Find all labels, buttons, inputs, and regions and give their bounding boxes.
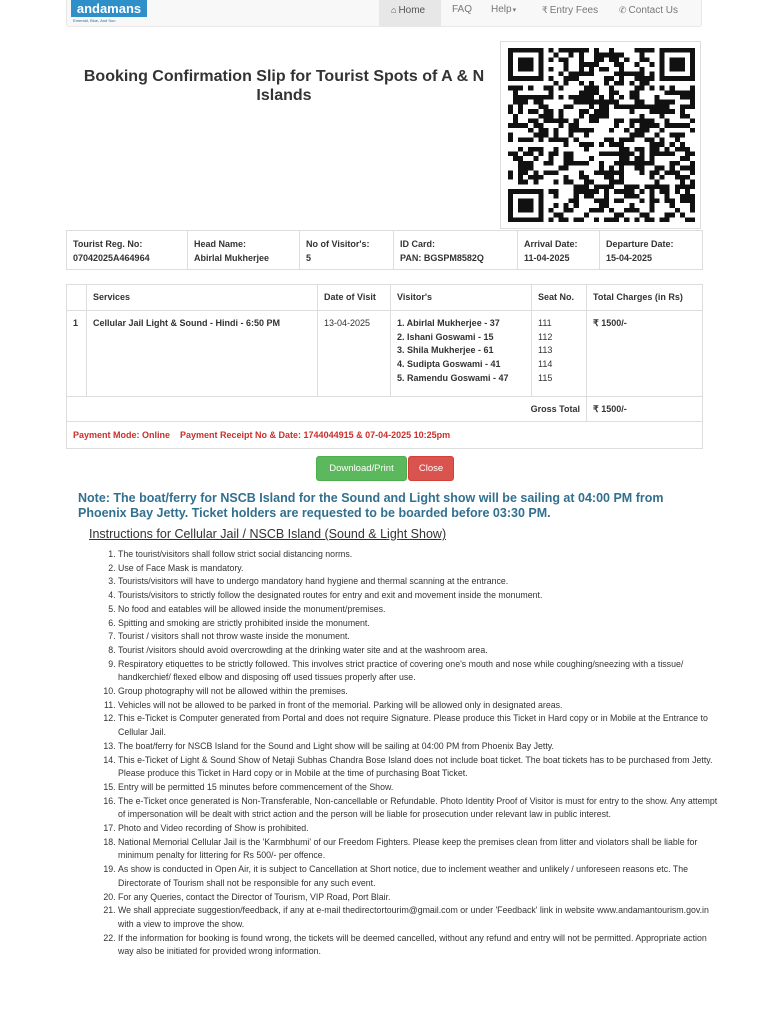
- instruction-item: 14. This e-Ticket of Light & Sound Show of Netaji Subhas Chandra Bose Island does not include boat ticket. The boat tickets has to be purchased from Jetty. Please produce this Ticket in Hard copy or in Mobile at the time of purchasing Boat Ticket.: [118, 754, 718, 781]
- phone-icon: ✆: [619, 5, 627, 15]
- col-header-charges: Total Charges (in Rs): [587, 285, 703, 311]
- instruction-item: 20. For any Queries, contact the Director of Tourism, VIP Road, Port Blair.: [118, 891, 718, 905]
- nav-home-label: Home: [398, 5, 426, 16]
- instruction-item: 6. Spitting and smoking are strictly prohibited inside the monument.: [118, 617, 718, 631]
- row-date: 13-04-2025: [318, 311, 391, 397]
- qr-code-panel: [500, 41, 701, 229]
- seat-item: 112: [538, 331, 553, 342]
- nav-contact-us-label: Contact Us: [628, 5, 679, 16]
- instruction-item: 11. Vehicles will not be allowed to be parked in front of the memorial. Parking will be allowed only in designated areas.: [118, 699, 718, 713]
- nav-entry-fees-label: Entry Fees: [549, 5, 599, 16]
- col-header-visitors: Visitor's: [391, 285, 532, 311]
- nav-faq-label: FAQ: [452, 4, 473, 15]
- instruction-item: 2. Use of Face Mask is mandatory.: [118, 562, 718, 576]
- id-card-label: ID Card:: [400, 239, 436, 249]
- gross-total-row: [67, 397, 703, 422]
- logo-tagline: Emerald, Blue, And Sun: [73, 18, 116, 23]
- instruction-item: 3. Tourists/visitors will have to undergo mandatory hand hygiene and thermal scanning at the entrance.: [118, 575, 718, 589]
- reg-no-cell: [67, 231, 188, 270]
- seat-item: 111: [538, 318, 552, 328]
- head-name-label: Head Name:: [194, 239, 247, 249]
- instruction-item: 4. Tourists/visitors to strictly follow the designated routes for entry and exit and movement inside the monument.: [118, 589, 718, 603]
- instruction-item: 22. If the information for booking is found wrong, the tickets will be deemed cancelled, without any refund and entry will not be permitted. Appropriate action way also be initiated for provided wrong information.: [118, 932, 718, 959]
- arrival-date-cell: [518, 231, 600, 270]
- visitor-item: 4. Sudipta Goswami - 41: [397, 359, 501, 370]
- visitor-item: 1. Abirlal Mukherjee - 37: [397, 318, 500, 328]
- gross-total-label: Gross Total: [67, 397, 587, 422]
- download-print-button[interactable]: Download/Print: [316, 456, 407, 481]
- row-visitors: [391, 311, 532, 397]
- nav-help[interactable]: [491, 0, 516, 26]
- departure-date-cell: [600, 231, 703, 270]
- instruction-item: 21. We shall appreciate suggestion/feedback, if any at e-mail thedirectortourim@gmail.com or under 'Feedback' link in website www.andamantourism.gov.in with a view to improve the show.: [118, 904, 718, 931]
- nav-faq[interactable]: [452, 0, 472, 26]
- seat-item: 113: [538, 345, 553, 356]
- id-card-cell: [394, 231, 518, 270]
- departure-date-label: Departure Date:: [606, 239, 674, 249]
- nav-entry-fees[interactable]: [542, 0, 598, 26]
- gross-total-value: ₹ 1500/-: [587, 397, 703, 422]
- col-header-date: Date of Visit: [318, 285, 391, 311]
- home-icon: ⌂: [391, 5, 397, 15]
- booking-info-table: [66, 230, 703, 270]
- col-header-seat: Seat No.: [532, 285, 587, 311]
- page-title: Booking Confirmation Slip for Tourist Spots of A & N Islands: [83, 68, 485, 104]
- nav-home[interactable]: [379, 0, 441, 26]
- instruction-item: 19. As show is conducted in Open Air, it is subject to Cancellation at Short notice, due to inclement weather and unlikely / unforeseen reasons etc. The Directorate of Tourism shall not be responsible for any such event.: [118, 863, 718, 890]
- instruction-item: 1. The tourist/visitors shall follow strict social distancing norms.: [118, 548, 718, 562]
- reg-no-label: Tourist Reg. No:: [73, 239, 143, 249]
- seat-item: 115: [538, 372, 553, 383]
- instruction-item: 13. The boat/ferry for NSCB Island for the Sound and Light show will be sailing at 04:00 PM from Phoenix Bay Jetty.: [118, 740, 718, 754]
- table-row: [67, 311, 703, 397]
- row-charges: ₹ 1500/-: [587, 311, 703, 397]
- col-header-num: [67, 285, 87, 311]
- instruction-item: 15. Entry will be permitted 15 minutes before commencement of the Show.: [118, 781, 718, 795]
- instruction-item: 8. Tourist /visitors should avoid overcrowding at the drinking water site and at the washroom area.: [118, 644, 718, 658]
- nav-contact-us[interactable]: [619, 0, 678, 26]
- payment-row: [67, 422, 703, 449]
- instruction-item: 12. This e-Ticket is Computer generated from Portal and does not require Signature. Please produce this Ticket in Hard copy or in Mobile at the Entrance to Cellular Jail.: [118, 712, 718, 739]
- payment-info-text: Payment Mode: Online Payment Receipt No & Date: 1744044915 & 07-04-2025 10:25pm: [73, 430, 451, 440]
- instructions-title: Instructions for Cellular Jail / NSCB Island (Sound & Light Show): [89, 527, 447, 541]
- instruction-item: 10. Group photography will not be allowed within the premises.: [118, 685, 718, 699]
- visitor-count-value: 5: [306, 253, 312, 263]
- departure-date-value: 15-04-2025: [606, 253, 653, 263]
- caret-down-icon: ▾: [512, 7, 517, 14]
- instruction-item: 16. The e-Ticket once generated is Non-Transferable, Non-cancellable or Refundable. Photo Identity Proof of Visitor is must for entry to the show. Any attempt of impersonation will be dealt with strict action and the person will be liable for prosecution under relevant law in public interest.: [118, 795, 718, 822]
- visitor-item: 5. Ramendu Goswami - 47: [397, 372, 509, 383]
- visitor-item: 2. Ishani Goswami - 15: [397, 331, 494, 342]
- navbar: [66, 0, 702, 27]
- instruction-item: 5. No food and eatables will be allowed inside the monument/premises.: [118, 603, 718, 617]
- close-button[interactable]: Close: [408, 456, 454, 481]
- payment-info: [67, 422, 703, 449]
- row-seats: [532, 311, 587, 397]
- boat-note: Note: The boat/ferry for NSCB Island for the Sound and Light show will be sailing at 04:00 PM from Phoenix Bay Jetty. Ticket holders are requested to be boarded before 03:30 PM.: [78, 491, 664, 520]
- row-num: 1: [67, 311, 87, 397]
- head-name-value: Abirlal Mukherjee: [194, 253, 270, 263]
- col-header-services: Services: [87, 285, 318, 311]
- instruction-item: 17. Photo and Video recording of Show is prohibited.: [118, 822, 718, 836]
- instruction-item: 9. Respiratory etiquettes to be strictly followed. This involves strict practice of covering one's mouth and nose while coughing/sneezing with a tissue/ handkerchief/ flexed elbow and disposing off used tissues properly after use.: [118, 658, 718, 685]
- services-table: [66, 284, 703, 449]
- head-name-cell: [188, 231, 300, 270]
- nav-help-label: Help: [491, 4, 512, 15]
- arrival-date-value: 11-04-2025: [524, 253, 570, 263]
- visitor-count-cell: [300, 231, 394, 270]
- reg-no-value: 07042025A464964: [73, 253, 150, 263]
- row-service: Cellular Jail Light & Sound - Hindi - 6:50 PM: [87, 311, 318, 397]
- visitor-item: 3. Shila Mukherjee - 61: [397, 345, 494, 356]
- instruction-item: 7. Tourist / visitors shall not throw waste inside the monument.: [118, 630, 718, 644]
- arrival-date-label: Arrival Date:: [524, 239, 578, 249]
- site-logo[interactable]: [71, 0, 147, 24]
- id-card-value: PAN: BGSPM8582Q: [400, 253, 484, 263]
- seat-item: 114: [538, 359, 553, 370]
- visitor-count-label: No of Visitor's:: [306, 239, 370, 249]
- qr-code-image: [508, 48, 695, 222]
- rupee-icon: ₹: [542, 5, 548, 15]
- instructions-list: [96, 548, 718, 959]
- logo-text: andamans: [71, 0, 147, 17]
- instruction-item: 18. National Memorial Cellular Jail is the 'Karmbhumi' of our Freedom Fighters. Please keep the premises clean from litter and violators shall be liable for minimum penalty for littering for Rs 500/- per offence.: [118, 836, 718, 863]
